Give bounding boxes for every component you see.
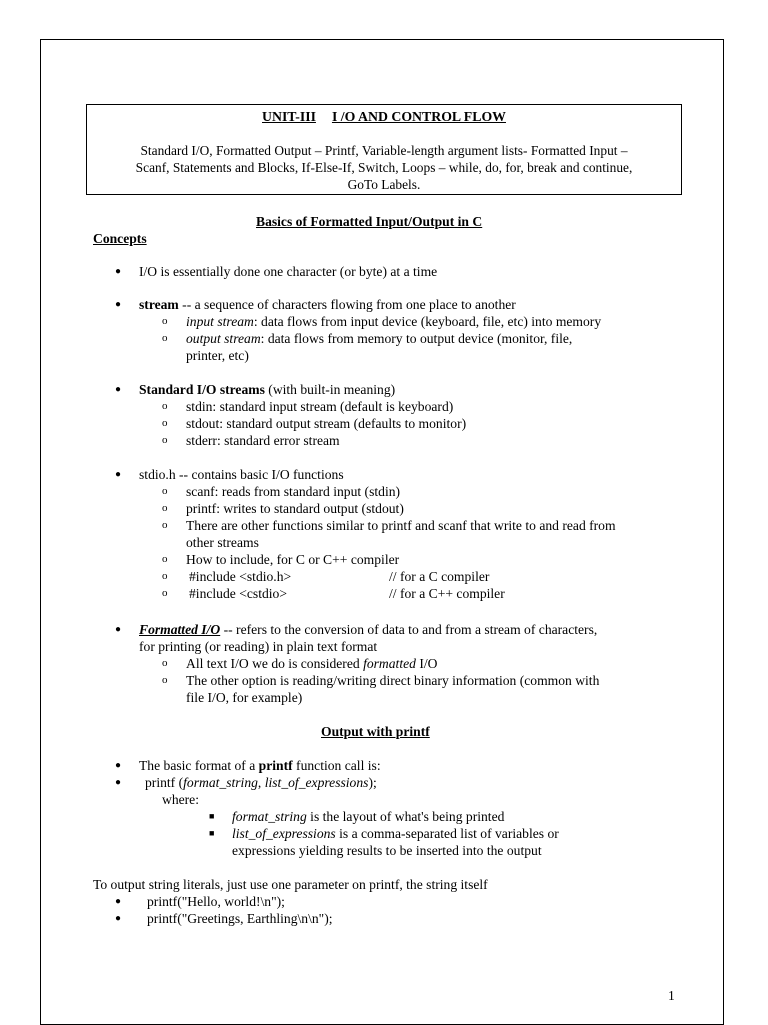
section-heading: Basics of Formatted Input/Output in C bbox=[256, 214, 483, 229]
sub-item-cont: expressions yielding results to be inserted into the output bbox=[232, 843, 542, 858]
circle-bullet-icon: o bbox=[162, 332, 168, 344]
sub-item: There are other functions similar to printf and scanf that write to and read from bbox=[186, 518, 616, 533]
term: stream bbox=[139, 297, 179, 312]
text: -- a sequence of characters flowing from one place to another bbox=[178, 297, 516, 312]
syllabus-line: Scanf, Statements and Blocks, If-Else-If, Switch, Loops – while, do, for, break and continue, bbox=[135, 160, 633, 175]
sub-item: printf: writes to standard output (stdout) bbox=[186, 501, 404, 516]
bullet-icon: ● bbox=[115, 469, 122, 480]
bullet-icon: ● bbox=[115, 913, 122, 924]
unit-title bbox=[87, 109, 681, 125]
text: : data flows from input device (keyboard, file, etc) into memory bbox=[253, 314, 602, 329]
term: printf bbox=[258, 758, 293, 773]
sub-item bbox=[232, 825, 559, 842]
text: function call is: bbox=[292, 758, 381, 773]
text: is a comma-separated list of variables or bbox=[335, 826, 559, 841]
circle-bullet-icon: o bbox=[162, 400, 168, 412]
circle-bullet-icon: o bbox=[162, 434, 168, 446]
unit-header-box bbox=[86, 104, 682, 195]
bullet-icon: ● bbox=[115, 760, 122, 771]
term: list_of_expressions bbox=[232, 826, 336, 841]
paragraph: To output string literals, just use one parameter on printf, the string itself bbox=[93, 877, 488, 892]
circle-bullet-icon: o bbox=[162, 674, 168, 686]
concepts-heading: Concepts bbox=[93, 231, 147, 246]
list-item bbox=[145, 774, 377, 791]
circle-bullet-icon: o bbox=[162, 502, 168, 514]
sub-item: How to include, for C or C++ compiler bbox=[186, 552, 400, 567]
sub-item: stdout: standard output stream (defaults to monitor) bbox=[186, 416, 467, 431]
list-item bbox=[139, 757, 381, 774]
text: : data flows from memory to output device (monitor, file, bbox=[260, 331, 573, 346]
sub-item: stdin: standard input stream (default is keyboard) bbox=[186, 399, 454, 414]
unit-label: UNIT-III bbox=[262, 109, 316, 124]
term: format_string bbox=[183, 775, 258, 790]
circle-bullet-icon: o bbox=[162, 553, 168, 565]
circle-bullet-icon: o bbox=[162, 485, 168, 497]
list-item: stdio.h -- contains basic I/O functions bbox=[139, 467, 344, 482]
circle-bullet-icon: o bbox=[162, 315, 168, 327]
term: format_string bbox=[232, 809, 307, 824]
text: ); bbox=[368, 775, 377, 790]
code-comment: // for a C++ compiler bbox=[389, 586, 505, 601]
where-label: where: bbox=[162, 792, 199, 807]
text: printf ( bbox=[145, 775, 184, 790]
sub-item: stderr: standard error stream bbox=[186, 433, 340, 448]
term: Formatted I/O bbox=[139, 622, 221, 637]
code-example: printf("Greetings, Earthling\n\n"); bbox=[147, 911, 333, 926]
sub-item-cont: printer, etc) bbox=[186, 348, 249, 363]
code-line: #include <stdio.h> bbox=[189, 569, 292, 584]
code-comment: // for a C compiler bbox=[389, 569, 490, 584]
code-line: #include <cstdio> bbox=[189, 586, 288, 601]
sub-item bbox=[186, 330, 572, 347]
text: , bbox=[257, 775, 265, 790]
list-item: I/O is essentially done one character (or byte) at a time bbox=[139, 264, 438, 279]
text: All text I/O we do is considered bbox=[186, 656, 364, 671]
sub-item-cont: other streams bbox=[186, 535, 259, 550]
term: formatted bbox=[363, 656, 416, 671]
section-heading: Output with printf bbox=[321, 724, 430, 739]
list-item bbox=[139, 296, 516, 313]
bullet-icon: ● bbox=[115, 896, 122, 907]
bullet-icon: ● bbox=[115, 624, 122, 635]
bullet-icon: ● bbox=[115, 384, 122, 395]
bullet-icon: ● bbox=[115, 266, 122, 277]
list-item bbox=[139, 381, 395, 398]
unit-topic: I /O AND CONTROL FLOW bbox=[331, 109, 506, 124]
text: (with built-in meaning) bbox=[264, 382, 396, 397]
syllabus-line: GoTo Labels. bbox=[347, 177, 421, 192]
circle-bullet-icon: o bbox=[162, 587, 168, 599]
square-bullet-icon: ■ bbox=[209, 811, 215, 821]
text: I/O bbox=[415, 656, 438, 671]
sub-item: scanf: reads from standard input (stdin) bbox=[186, 484, 401, 499]
syllabus-line: Standard I/O, Formatted Output – Printf, Variable-length argument lists- Formatted Input – bbox=[140, 143, 628, 158]
code-example: printf("Hello, world!\n"); bbox=[147, 894, 285, 909]
term: Standard I/O streams bbox=[139, 382, 265, 397]
text: -- refers to the conversion of data to and from a stream of characters, bbox=[220, 622, 598, 637]
circle-bullet-icon: o bbox=[162, 519, 168, 531]
bullet-icon: ● bbox=[115, 777, 122, 788]
term: output stream bbox=[186, 331, 261, 346]
sub-item bbox=[232, 808, 504, 825]
circle-bullet-icon: o bbox=[162, 657, 168, 669]
circle-bullet-icon: o bbox=[162, 417, 168, 429]
term: input stream bbox=[186, 314, 254, 329]
sub-item bbox=[186, 655, 437, 672]
term: list_of_expressions bbox=[264, 775, 369, 790]
page-number: 1 bbox=[668, 988, 675, 1003]
bullet-icon: ● bbox=[115, 299, 122, 310]
sub-item-cont: file I/O, for example) bbox=[186, 690, 303, 705]
list-item-cont: for printing (or reading) in plain text format bbox=[139, 639, 378, 654]
unit-syllabus bbox=[93, 142, 675, 193]
list-item bbox=[139, 621, 597, 638]
text: is the layout of what's being printed bbox=[306, 809, 505, 824]
sub-item: The other option is reading/writing direct binary information (common with bbox=[186, 673, 600, 688]
square-bullet-icon: ■ bbox=[209, 828, 215, 838]
sub-item bbox=[186, 313, 601, 330]
text: The basic format of a bbox=[139, 758, 259, 773]
circle-bullet-icon: o bbox=[162, 570, 168, 582]
